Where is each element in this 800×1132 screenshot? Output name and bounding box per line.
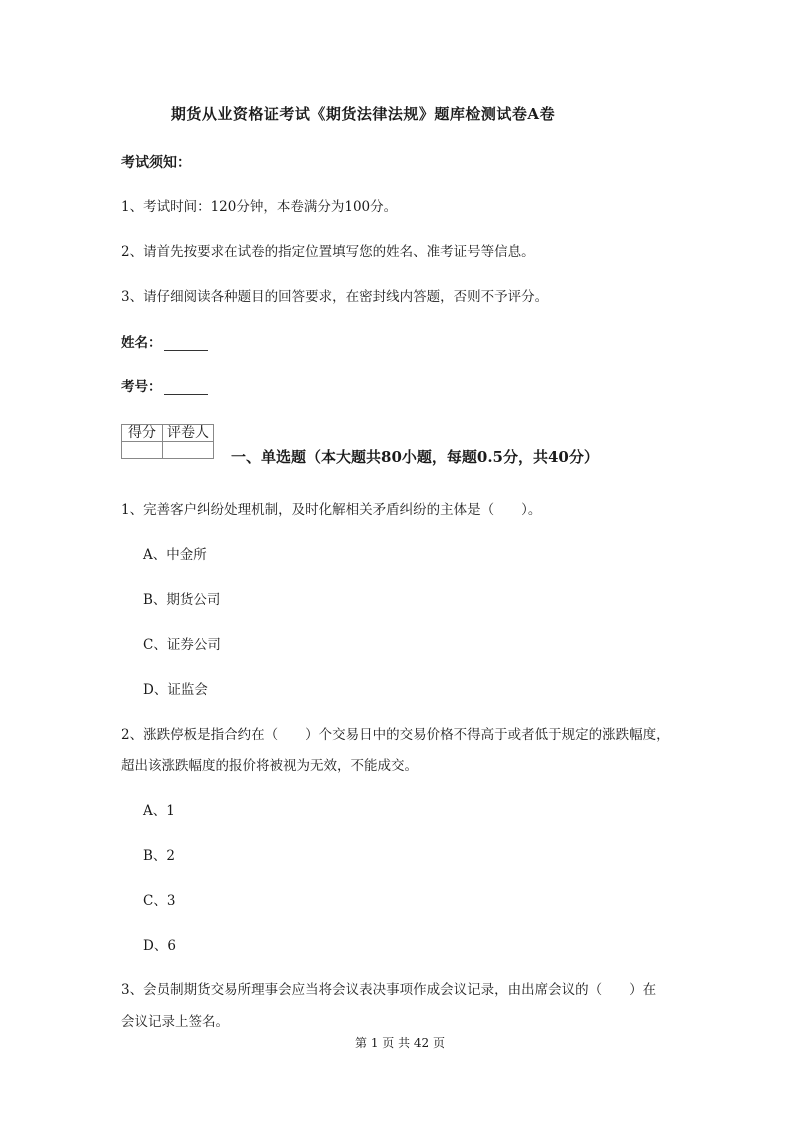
grader-cell[interactable] xyxy=(163,442,214,459)
question-option[interactable]: B、2 xyxy=(143,848,176,864)
id-field xyxy=(121,375,208,395)
notice-item: 2、请首先按要求在试卷的指定位置填写您的姓名、准考证号等信息。 xyxy=(121,244,535,260)
document-title: 期货从业资格证考试《期货法律法规》题库检测试卷A卷 xyxy=(170,105,556,123)
question-stem: 2、涨跌停板是指合约在（ ）个交易日中的交易价格不得高于或者低于规定的涨跌幅度， xyxy=(121,727,670,743)
question-option[interactable]: C、证券公司 xyxy=(143,637,221,653)
score-header: 得分 xyxy=(122,425,163,442)
question-option[interactable]: D、6 xyxy=(143,938,176,954)
question-stem: 1、完善客户纠纷处理机制，及时化解相关矛盾纠纷的主体是（ ）。 xyxy=(121,502,542,518)
grader-header: 评卷人 xyxy=(163,425,214,442)
notice-item: 3、请仔细阅读各种题目的回答要求，在密封线内答题，否则不予评分。 xyxy=(121,289,549,305)
notice-heading: 考试须知： xyxy=(121,155,191,171)
question-option[interactable]: D、证监会 xyxy=(143,682,208,698)
id-label: 考号： xyxy=(121,379,162,395)
section-title: 一、单选题（本大题共80小题，每题0.5分，共40分） xyxy=(231,448,599,466)
question-stem: 3、会员制期货交易所理事会应当将会议表决事项作成会议记录，由出席会议的（ ）在 xyxy=(121,982,657,998)
id-blank[interactable] xyxy=(164,382,208,395)
question-option[interactable]: A、1 xyxy=(143,803,175,819)
score-table xyxy=(121,424,214,459)
name-blank[interactable] xyxy=(164,338,208,351)
name-field xyxy=(121,331,208,351)
score-cell[interactable] xyxy=(122,442,163,459)
notice-item: 1、考试时间：120分钟，本卷满分为100分。 xyxy=(121,199,398,215)
page-footer: 第 1 页 共 42 页 xyxy=(355,1036,445,1050)
question-option[interactable]: B、期货公司 xyxy=(143,592,221,608)
question-stem-continued: 会议记录上签名。 xyxy=(121,1014,229,1030)
question-option[interactable]: C、3 xyxy=(143,893,176,909)
question-stem-continued: 超出该涨跌幅度的报价将被视为无效，不能成交。 xyxy=(121,758,418,774)
name-label: 姓名： xyxy=(121,335,162,351)
question-option[interactable]: A、中金所 xyxy=(143,547,207,563)
